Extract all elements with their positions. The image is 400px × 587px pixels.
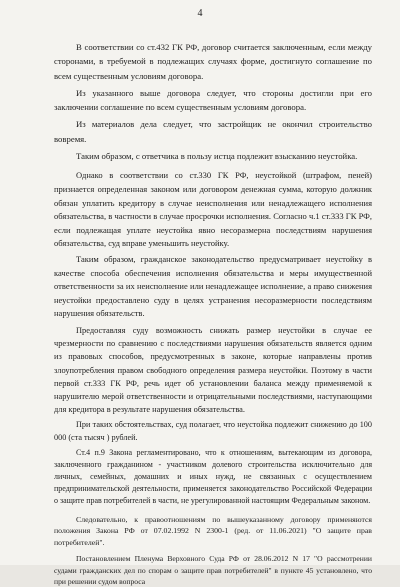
paragraph-penalty-reduced-amount: При таких обстоятельствах, суд полагает, что неустойка подлежит снижению до 100 000 (ста тысяч ) рублей. (54, 420, 372, 442)
paragraph-article-330: Однако в соответствии со ст.330 ГК РФ, неустойкой (штрафом, пеней) признается определенная законом или договором денежная сумма, которую должник обязан уплатить кредитору в случае неисполнения или ненадлежащего исполнения обязательства, в частности в случае просрочки исполнения. Согласно ч.1 ст.333 ГК РФ, если подлежащая уплате неустойка явно несоразмерна последствиям нарушения обязательства, суд вправе уменьшить неустойку. (54, 170, 372, 249)
paragraph-agreement-reached: Из указанного выше договора следует, что стороны достигли при его заключении соглашение по всем существенным условиям договора. (54, 87, 372, 113)
paragraph-court-reduction: Предоставляя суду возможность снижать размер неустойки в случае ее чрезмерности по сравнению с последствиями нарушения обязательств является одним из правовых способов, предусмотренных в законе, которые направлены против злоупотребления правом свободного определения размера неустойки. Поэтому в части первой ст.333 ГК РФ, речь идет об установлении баланса между применяемой к нарушителю мерой ответственности и отрицательными последствиями, наступающими для кредитора в результате нарушения обязательства. (54, 325, 372, 415)
page-number: 4 (197, 8, 203, 19)
paragraph-penalty-recoverable: Таким образом, с ответчика в пользу истца подлежит взысканию неустойка. (76, 151, 358, 162)
document-body (54, 40, 372, 587)
paragraph-article-4-clause-9: Ст.4 п.9 Закона регламентировано, что к отношениям, вытекающим из договора, заключенного гражданином - участником долевого строительства исключительно для личных, семейных, домашних и иных нужд, не связанных с осуществлением предпринимательской деятельности, применяется законодательство Российской Федерации о защите прав потребителей в части, не урегулированной настоящим Федеральным законом. (54, 447, 372, 506)
paragraph-plenum-resolution: Постановлением Пленума Верховного Суда РФ от 28.06.2012 N 17 "О рассмотрении судами гражданских дел по спорам о защите прав потребителей" в пункте 45 установлено, что при решении судом вопроса (54, 554, 372, 586)
paragraph-construction-delay: Из материалов дела следует, что застройщик не окончил строительство вовремя. (54, 119, 372, 144)
paragraph-contract-concluded: В соответствии со ст.432 ГК РФ, договор считается заключенным, если между сторонами, в требуемой в подлежащих случаях форме, достигнуто соглашение по всем существенным условиям договора. (54, 42, 372, 81)
paragraph-penalty-as-security: Таким образом, гражданское законодательство предусматривает неустойку в качестве способа обеспечения исполнения обязательства и меры имущественной ответственности за их неисполнение или ненадлежащее исполнение, а право снижения неустойки предоставлено суду в целях устранения несоразмерности последствиям нарушения обязательств. (54, 253, 372, 319)
paragraph-consumer-protection-law: Следовательно, к правоотношениям по вышеуказанному договору применяются положения Закона РФ от 07.02.1992 N 2300-1 (ред. от 11.06.2021) "О защите прав потребителей". (54, 514, 372, 547)
